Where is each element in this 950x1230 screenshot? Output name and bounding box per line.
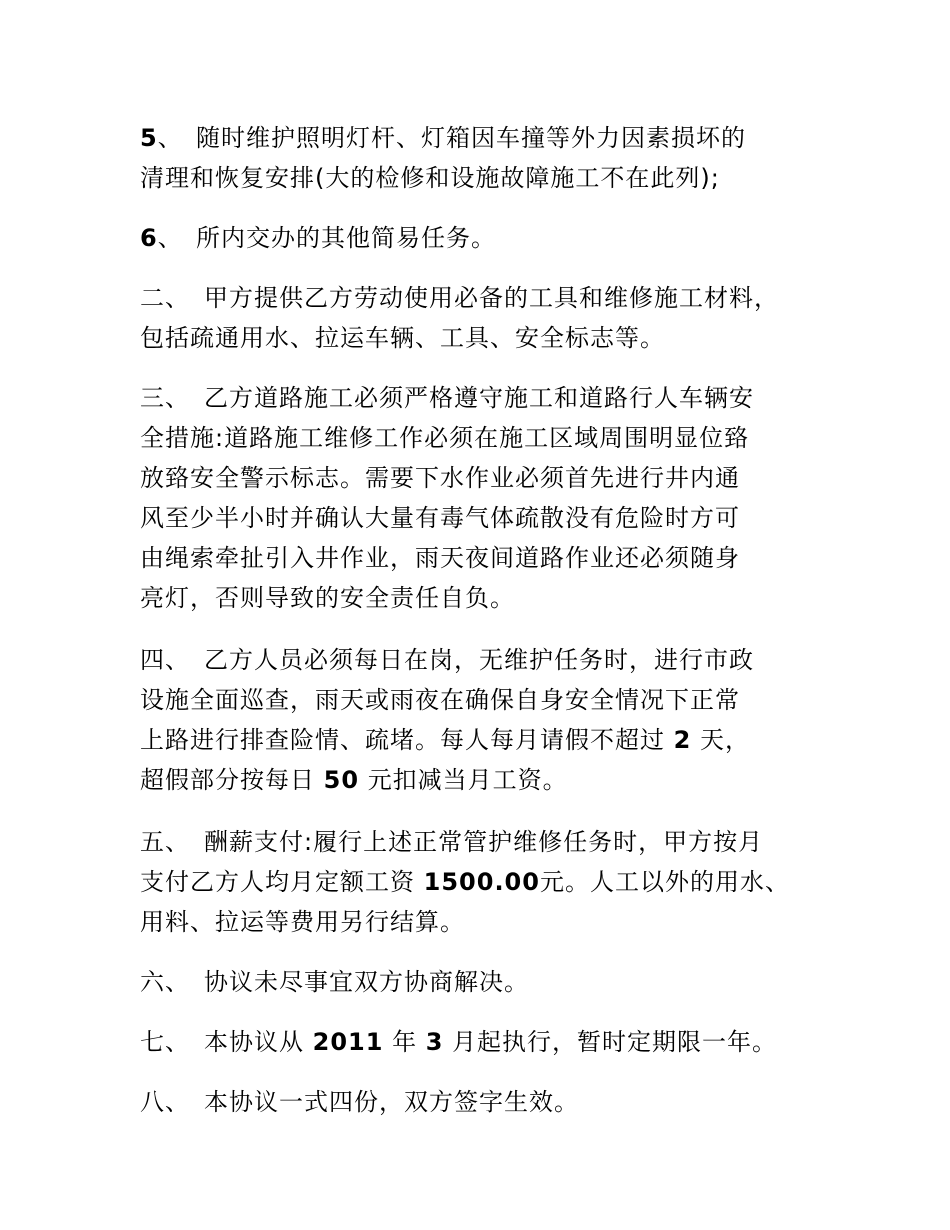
item-5-number: 5 [140,124,158,152]
section-8-text-1: 本协议一式四份，双方签字生效。 [204,1088,579,1116]
start-month: 3 [425,1028,444,1056]
section-4-text-4-pre: 超假部分按每日 [140,766,315,794]
section-3-text-1: 乙方道路施工必须严格遵守施工和道路行人车辆安 [204,384,754,412]
item-6-line-1 [140,223,496,253]
item-5-text-1: 随时维护照明灯杆、灯箱因车撞等外力因素损坏的 [196,124,746,152]
item-5-text-2: 清理和恢复安排(大的检修和设施故障施工不在此列); [140,164,720,192]
section-3-line-3 [140,463,740,493]
section-2-line-2 [140,323,665,353]
section-5-text-1: 酬薪支付:履行上述正常管护维修任务时，甲方按月 [204,828,764,856]
section-7-marker: 七、 [140,1028,190,1056]
section-5-line-3 [140,907,465,937]
section-5-marker: 五、 [140,828,190,856]
section-5-text-3: 用料、拉运等费用另行结算。 [140,908,465,936]
section-8-marker: 八、 [140,1088,190,1116]
section-4-text-3-pre: 上路进行排查险情、疏堵。每人每月请假不超过 [140,726,665,754]
item-5-separator: 、 [157,124,183,152]
item-6-text-1: 所内交办的其他简易任务。 [196,224,496,252]
section-3-text-4: 风至少半小时并确认大量有毒气体疏散没有危险时方可 [140,504,740,532]
item-5-line-2 [140,163,720,193]
section-4-line-3 [140,725,750,755]
section-6-marker: 六、 [140,968,190,996]
section-8-line-1 [140,1087,579,1117]
section-3-line-2 [140,423,749,453]
section-4-line-4 [140,765,568,795]
section-2-marker: 二、 [140,284,190,312]
section-7-line-1 [140,1027,777,1057]
section-4-text-3-post: 天， [699,726,750,754]
section-6-text-1: 协议未尽事宜双方协商解决。 [204,968,529,996]
section-7-text-pre: 本协议从 [204,1028,304,1056]
section-7-text-post: 月起执行，暂时定期限一年。 [452,1028,778,1056]
item-5-line-1 [140,123,746,153]
section-3-text-5: 由绳索牵扯引入井作业，雨天夜间道路作业还必须随身 [140,544,740,572]
monthly-wage-amount: 1500.00 [423,868,540,896]
section-4-text-4-post: 元扣减当月工资。 [367,766,568,794]
leave-days-limit: 2 [673,726,692,754]
section-2-line-1 [140,283,779,313]
section-3-line-4 [140,503,740,533]
section-7-text-mid: 年 [392,1028,418,1056]
section-5-line-2 [140,867,790,897]
section-3-line-1 [140,383,754,413]
section-3-line-6 [140,583,515,613]
section-4-marker: 四、 [140,646,190,674]
section-5-line-1 [140,827,763,857]
section-3-marker: 三、 [140,384,190,412]
item-6-number: 6 [140,224,158,252]
section-3-text-2: 全措施:道路施工维修工作必须在施工区域周围明显位臵 [140,424,750,452]
section-4-line-1 [140,645,754,675]
section-4-text-2: 设施全面巡查，雨天或雨夜在确保自身安全情况下正常 [140,686,740,714]
daily-deduction-amount: 50 [323,766,360,794]
section-4-line-2 [140,685,740,715]
section-5-text-2-post: 元。人工以外的用水、 [539,868,790,896]
section-6-line-1 [140,967,529,997]
start-year: 2011 [312,1028,384,1056]
section-3-line-5 [140,543,740,573]
section-2-text-1: 甲方提供乙方劳动使用必备的工具和维修施工材料， [204,284,779,312]
section-3-text-6: 亮灯，否则导致的安全责任自负。 [140,584,515,612]
item-6-separator: 、 [157,224,183,252]
section-5-text-2-pre: 支付乙方人均月定额工资 [140,868,415,896]
section-3-text-3: 放臵安全警示标志。需要下水作业必须首先进行井内通 [140,464,740,492]
section-4-text-1: 乙方人员必须每日在岗，无维护任务时，进行市政 [204,646,754,674]
section-2-text-2: 包括疏通用水、拉运车辆、工具、安全标志等。 [140,324,665,352]
